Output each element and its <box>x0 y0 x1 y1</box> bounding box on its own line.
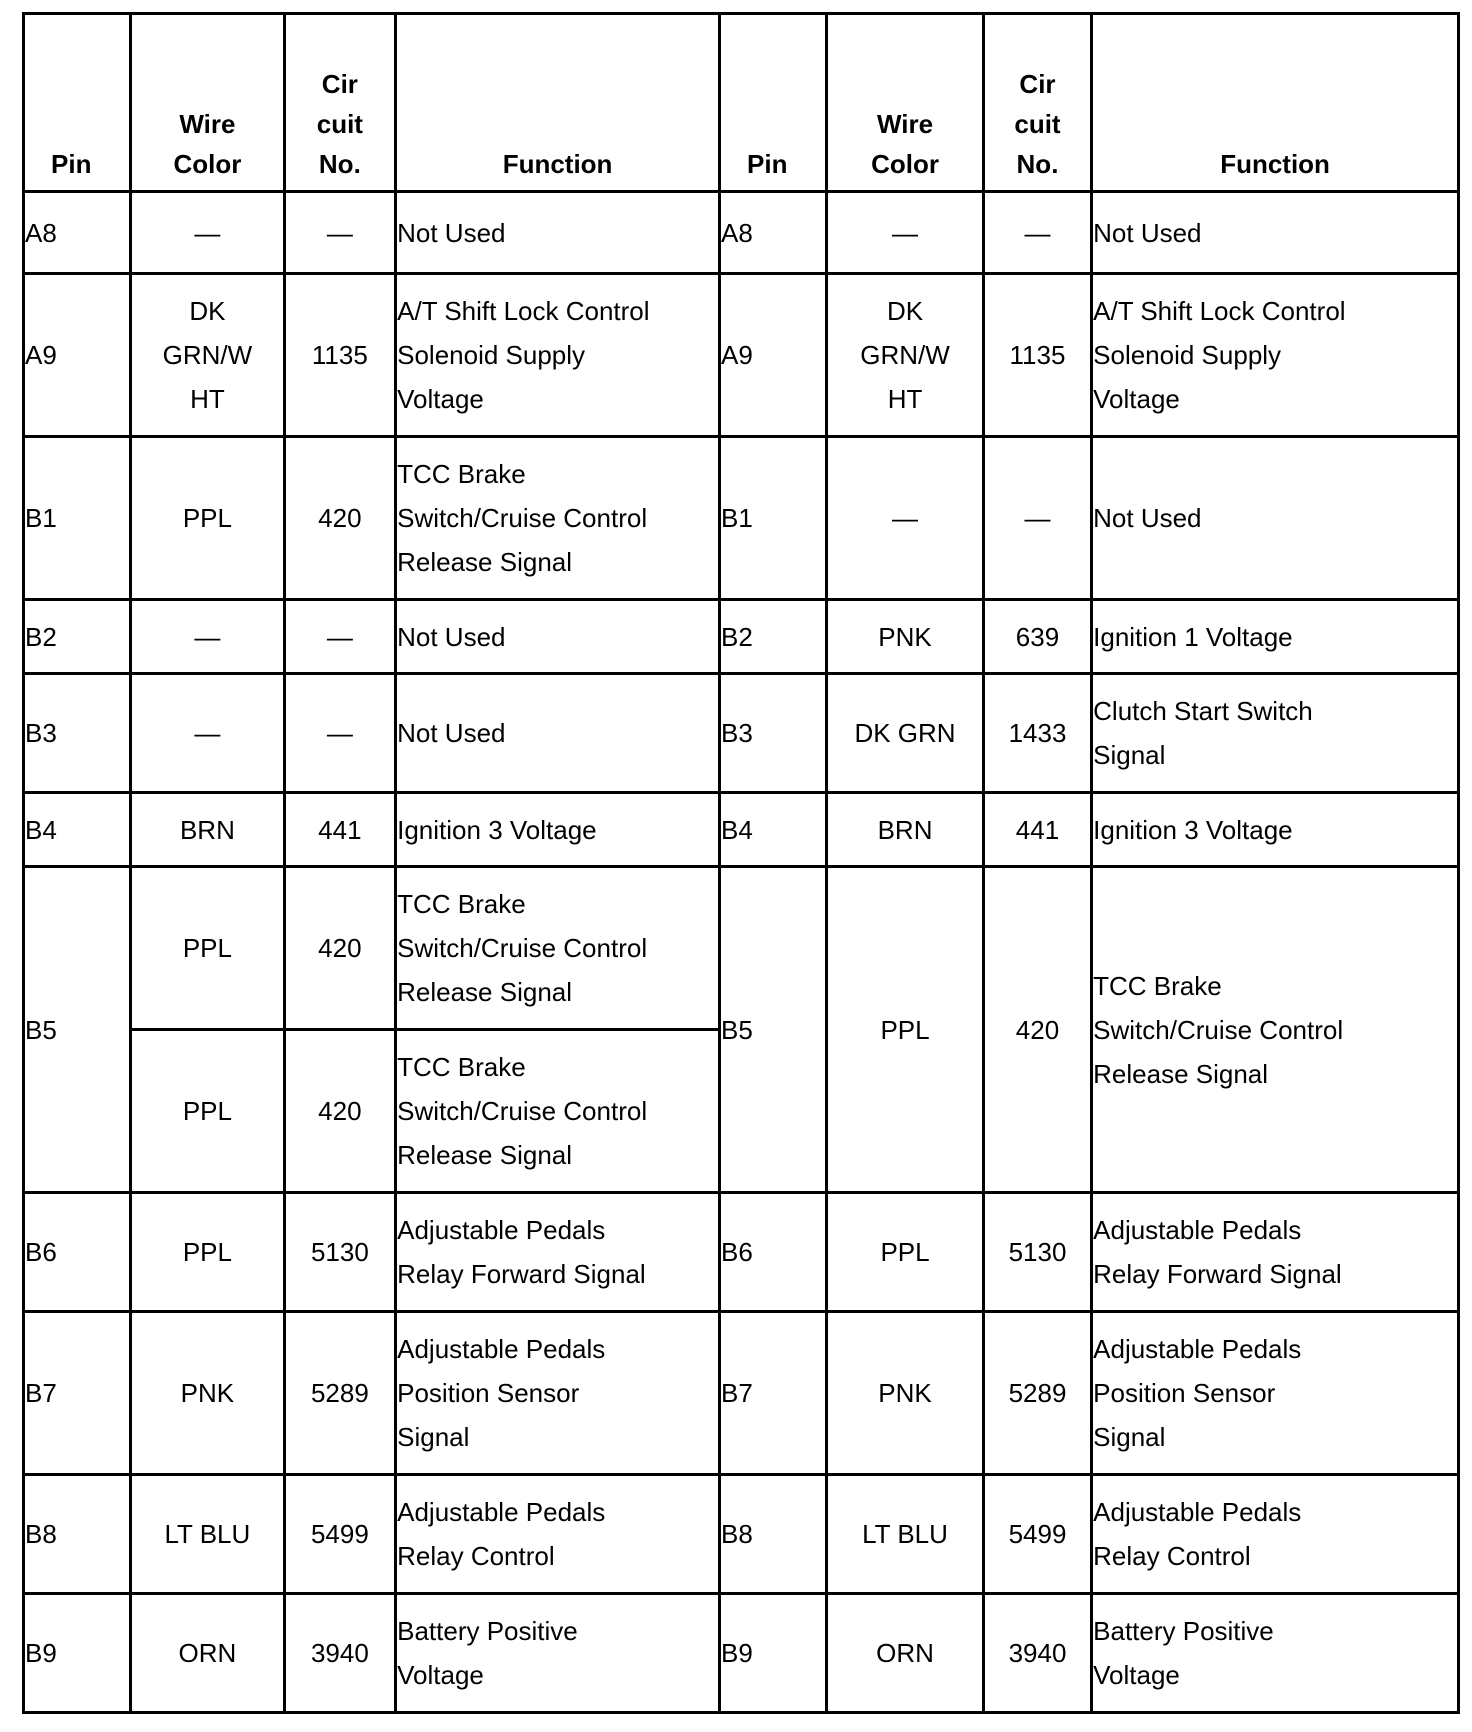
function-cell: Clutch Start Switch Signal <box>1092 674 1459 793</box>
circuit-cell: 420 <box>284 867 396 1030</box>
pin-cell: B5 <box>720 867 827 1193</box>
circuit-cell: 1433 <box>983 674 1091 793</box>
table-row-b8 <box>24 1475 1459 1594</box>
function-header: Function <box>396 14 720 192</box>
circuit-cell: 5289 <box>284 1312 396 1475</box>
function-cell: A/T Shift Lock Control Solenoid Supply Voltage <box>1092 274 1459 437</box>
circuit-cell: 420 <box>983 867 1091 1193</box>
circuit-cell: — <box>983 437 1091 600</box>
circuit-cell: — <box>284 600 396 674</box>
circuit-cell: 3940 <box>284 1594 396 1713</box>
pin-cell: B4 <box>720 793 827 867</box>
circuit-cell: 441 <box>284 793 396 867</box>
circuit-cell: 5499 <box>284 1475 396 1594</box>
table-row-b5 <box>24 867 1459 1030</box>
table-row-b2 <box>24 600 1459 674</box>
pin-cell: B9 <box>720 1594 827 1713</box>
wire-color-cell: PPL <box>131 867 284 1030</box>
pin-cell: B6 <box>24 1193 131 1312</box>
table-row-b1 <box>24 437 1459 600</box>
function-cell: TCC Brake Switch/Cruise Control Release Signal <box>1092 867 1459 1193</box>
wire-color-cell: PNK <box>131 1312 284 1475</box>
pin-cell: B7 <box>24 1312 131 1475</box>
circuit-cell: — <box>284 674 396 793</box>
circuit-cell: 5130 <box>284 1193 396 1312</box>
function-cell: Not Used <box>396 192 720 274</box>
function-cell: A/T Shift Lock Control Solenoid Supply Voltage <box>396 274 720 437</box>
circuit-cell: 3940 <box>983 1594 1091 1713</box>
circuit-cell: — <box>284 192 396 274</box>
function-cell: Adjustable Pedals Position Sensor Signal <box>396 1312 720 1475</box>
wire-color-cell: — <box>131 674 284 793</box>
circuit-cell: 441 <box>983 793 1091 867</box>
table-row-b3 <box>24 674 1459 793</box>
table-row-a9 <box>24 274 1459 437</box>
wire-color-header: Wire Color <box>827 14 984 192</box>
function-cell: Not Used <box>1092 192 1459 274</box>
circuit-cell: 1135 <box>983 274 1091 437</box>
wire-color-cell: — <box>827 192 984 274</box>
function-cell: Not Used <box>396 674 720 793</box>
function-cell: Adjustable Pedals Relay Forward Signal <box>396 1193 720 1312</box>
wire-color-cell: — <box>131 192 284 274</box>
pin-cell: B6 <box>720 1193 827 1312</box>
function-cell: Adjustable Pedals Relay Control <box>396 1475 720 1594</box>
function-cell: Not Used <box>396 600 720 674</box>
pin-cell: B5 <box>24 867 131 1193</box>
pin-cell: A9 <box>720 274 827 437</box>
function-cell: TCC Brake Switch/Cruise Control Release Signal <box>396 1030 720 1193</box>
wire-color-cell: LT BLU <box>131 1475 284 1594</box>
pin-cell: B1 <box>720 437 827 600</box>
circuit-cell: — <box>983 192 1091 274</box>
function-cell: Ignition 3 Voltage <box>1092 793 1459 867</box>
function-cell: Adjustable Pedals Relay Forward Signal <box>1092 1193 1459 1312</box>
circuit-number-header: Cir cuit No. <box>284 14 396 192</box>
circuit-number-header: Cir cuit No. <box>983 14 1091 192</box>
wire-color-cell: ORN <box>131 1594 284 1713</box>
wire-color-cell: PPL <box>827 1193 984 1312</box>
pin-cell: A8 <box>720 192 827 274</box>
pin-cell: B1 <box>24 437 131 600</box>
wire-color-cell: — <box>827 437 984 600</box>
function-cell: TCC Brake Switch/Cruise Control Release Signal <box>396 437 720 600</box>
wire-color-cell: PPL <box>131 1193 284 1312</box>
header-row <box>24 14 1459 192</box>
pin-cell: B3 <box>24 674 131 793</box>
table-row-b9 <box>24 1594 1459 1713</box>
wire-color-cell: — <box>131 600 284 674</box>
pin-cell: B2 <box>24 600 131 674</box>
pin-cell: A9 <box>24 274 131 437</box>
circuit-cell: 420 <box>284 437 396 600</box>
function-cell: TCC Brake Switch/Cruise Control Release Signal <box>396 867 720 1030</box>
function-cell: Adjustable Pedals Relay Control <box>1092 1475 1459 1594</box>
circuit-cell: 639 <box>983 600 1091 674</box>
pin-cell: B4 <box>24 793 131 867</box>
function-cell: Adjustable Pedals Position Sensor Signal <box>1092 1312 1459 1475</box>
wire-color-cell: ORN <box>827 1594 984 1713</box>
function-cell: Not Used <box>1092 437 1459 600</box>
function-cell: Ignition 1 Voltage <box>1092 600 1459 674</box>
table-row-b7 <box>24 1312 1459 1475</box>
wire-color-cell: PNK <box>827 600 984 674</box>
pin-cell: B9 <box>24 1594 131 1713</box>
table-row-b6 <box>24 1193 1459 1312</box>
function-header: Function <box>1092 14 1459 192</box>
wire-color-cell: BRN <box>131 793 284 867</box>
circuit-cell: 1135 <box>284 274 396 437</box>
wire-color-header: Wire Color <box>131 14 284 192</box>
pin-header: Pin <box>720 14 827 192</box>
wire-color-cell: PPL <box>131 1030 284 1193</box>
function-cell: Battery Positive Voltage <box>396 1594 720 1713</box>
circuit-cell: 5289 <box>983 1312 1091 1475</box>
circuit-cell: 5499 <box>983 1475 1091 1594</box>
pin-header: Pin <box>24 14 131 192</box>
pin-cell: B7 <box>720 1312 827 1475</box>
wire-color-cell: PPL <box>131 437 284 600</box>
function-cell: Ignition 3 Voltage <box>396 793 720 867</box>
wire-color-cell: LT BLU <box>827 1475 984 1594</box>
wire-color-cell: PPL <box>827 867 984 1193</box>
table-row-a8 <box>24 192 1459 274</box>
circuit-cell: 5130 <box>983 1193 1091 1312</box>
pin-cell: B8 <box>24 1475 131 1594</box>
wire-color-cell: PNK <box>827 1312 984 1475</box>
table-row-b4 <box>24 793 1459 867</box>
wire-color-cell: DK GRN/W HT <box>131 274 284 437</box>
pin-cell: B3 <box>720 674 827 793</box>
connector-pinout-table <box>22 12 1460 1714</box>
wire-color-cell: BRN <box>827 793 984 867</box>
pin-cell: A8 <box>24 192 131 274</box>
pin-cell: B2 <box>720 600 827 674</box>
function-cell: Battery Positive Voltage <box>1092 1594 1459 1713</box>
wire-color-cell: DK GRN/W HT <box>827 274 984 437</box>
pin-cell: B8 <box>720 1475 827 1594</box>
circuit-cell: 420 <box>284 1030 396 1193</box>
wire-color-cell: DK GRN <box>827 674 984 793</box>
